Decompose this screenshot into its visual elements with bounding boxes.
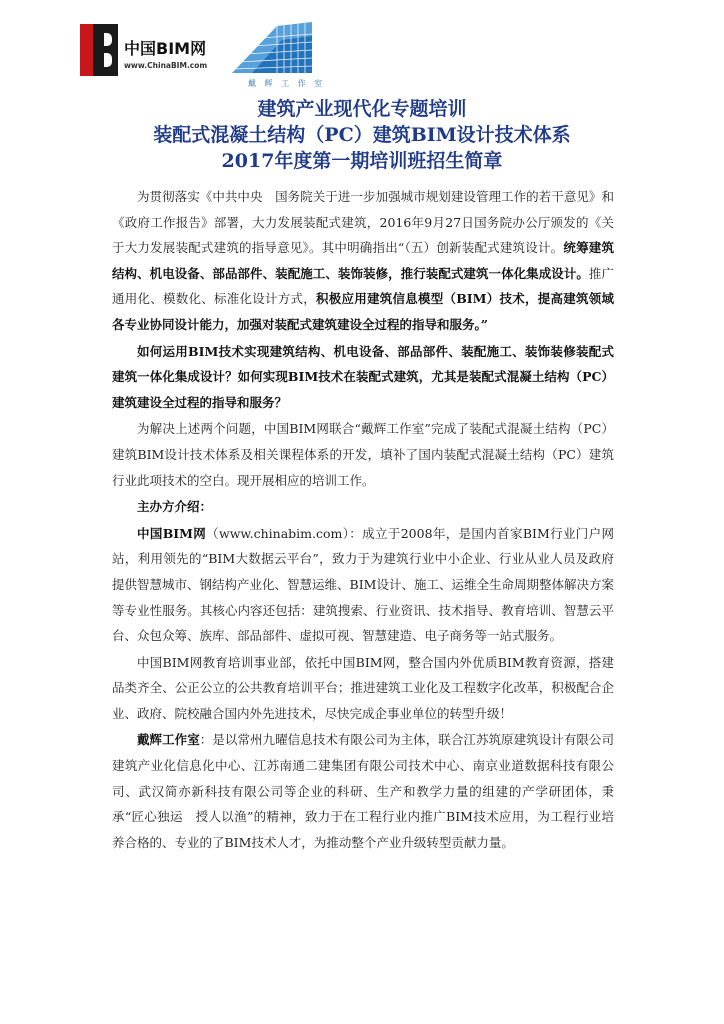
studio-logo (222, 18, 326, 90)
intro-text-c: 推广通用化、模数化、标准化设计方式， (112, 265, 614, 307)
chinabim-desc: （www.chinabim.com）：成立于2008年，是国内首家BIM行业门户网站，利用领先的“BIM大数据云平台”，致力于为建筑行业中小企业、行业从业人员及政府提供智慧城市、钢结构产业化、智慧运维、BIM设计、施工、运维全生命周期整体解决方案等专业性服务。其核心内容还包括：建筑搜索、行业资讯、技术指导、教育培训、智慧云平台、众包众筹、族库、部品部件、虚拟可视、智慧建造、电子商务等一站式服务。 (112, 525, 614, 644)
studio-desc: ：是以常州九曜信息技术有限公司为主体，联合江苏筑原建筑设计有限公司建筑产业化信息化中心、江苏南通二建集团有限公司技术中心、南京业道数据科技有限公司、武汉简亦新科技有限公司等企业的科研、生产和教学力量的组建的产学研团体，秉承“匠心独运 授人以渔”的精神，致力于在工程行业内推广BIM技术应用，为工程行业培养合格的、专业的了BIM技术人才，为推动整个产业升级转型贡献力量。 (112, 732, 614, 850)
intro-text-bold-2: 积极应用建筑信息模型（BIM）技术，提高建筑领域各专业协同设计能力，加强对装配式建筑建设全过程的指导和服务。” (112, 291, 614, 332)
paragraph-question: 如何运用BIM技术实现建筑结构、机电设备、部品部件、装配施工、装饰装修装配式建筑一体化集成设计？如何实现BIM技术在装配式建筑，尤其是装配式混凝土结构（PC）建筑建设全过程的指导和服务？ (112, 343, 614, 410)
paragraph-chinabim (112, 521, 614, 649)
title-line-1: 建筑产业现代化专题培训 (257, 98, 467, 120)
title-line-3: 2017年度第一期培训班招生简章 (221, 150, 503, 172)
document-body (112, 184, 614, 856)
paragraph-solution: 为解决上述两个问题，中国BIM网联合“戴辉工作室”完成了装配式混凝土结构（PC）建筑BIM设计技术体系及相关课程体系的开发，填补了国内装配式混凝土结构（PC）建筑行业此项技术的空白。现开展相应的培训工作。 (112, 421, 614, 488)
intro-text-bold-1: 统筹建筑结构、机电设备、部品部件、装配施工、装饰装修，推行装配式建筑一体化集成设计。 (112, 240, 614, 281)
logo-url: www.ChinaBIM.com (124, 61, 208, 70)
chinabim-logo (80, 24, 220, 84)
building-icon (222, 18, 322, 78)
paragraph-education: 中国BIM网教育培训事业部，依托中国BIM网，整合国内外优质BIM教育资源，搭建品类齐全、公正公立的公共教育培训平台；推进建筑工业化及工程数字化改革，积极配合企业、政府、院校融合国内外先进技术，尽快完成企事业单位的转型升级！ (112, 654, 614, 721)
intro-text-a: 为贯彻落实《中共中央 国务院关于进一步加强城市规划建设管理工作的若干意见》和《政府工作报告》部署，大力发展装配式建筑，2016年9月27日国务院办公厅颁发的《关于大力发展装配式建筑的指导意见》。其中明确指出“（五）创新装配式建筑设计。 (112, 189, 614, 256)
studio-logo-text: 戴 辉 工 作 室 (248, 79, 326, 88)
section-heading-organizers: 主办方介绍： (137, 499, 213, 515)
title-line-2: 装配式混凝土结构（PC）建筑BIM设计技术体系 (153, 124, 571, 146)
logo-title: 中国BIM网 (124, 39, 207, 58)
paragraph-studio (112, 727, 614, 855)
chinabim-logo-icon (80, 24, 118, 76)
studio-name: 戴辉工作室 (137, 732, 200, 748)
chinabim-name: 中国BIM网 (137, 525, 207, 541)
title-block (0, 96, 724, 174)
paragraph-intro (112, 184, 614, 338)
